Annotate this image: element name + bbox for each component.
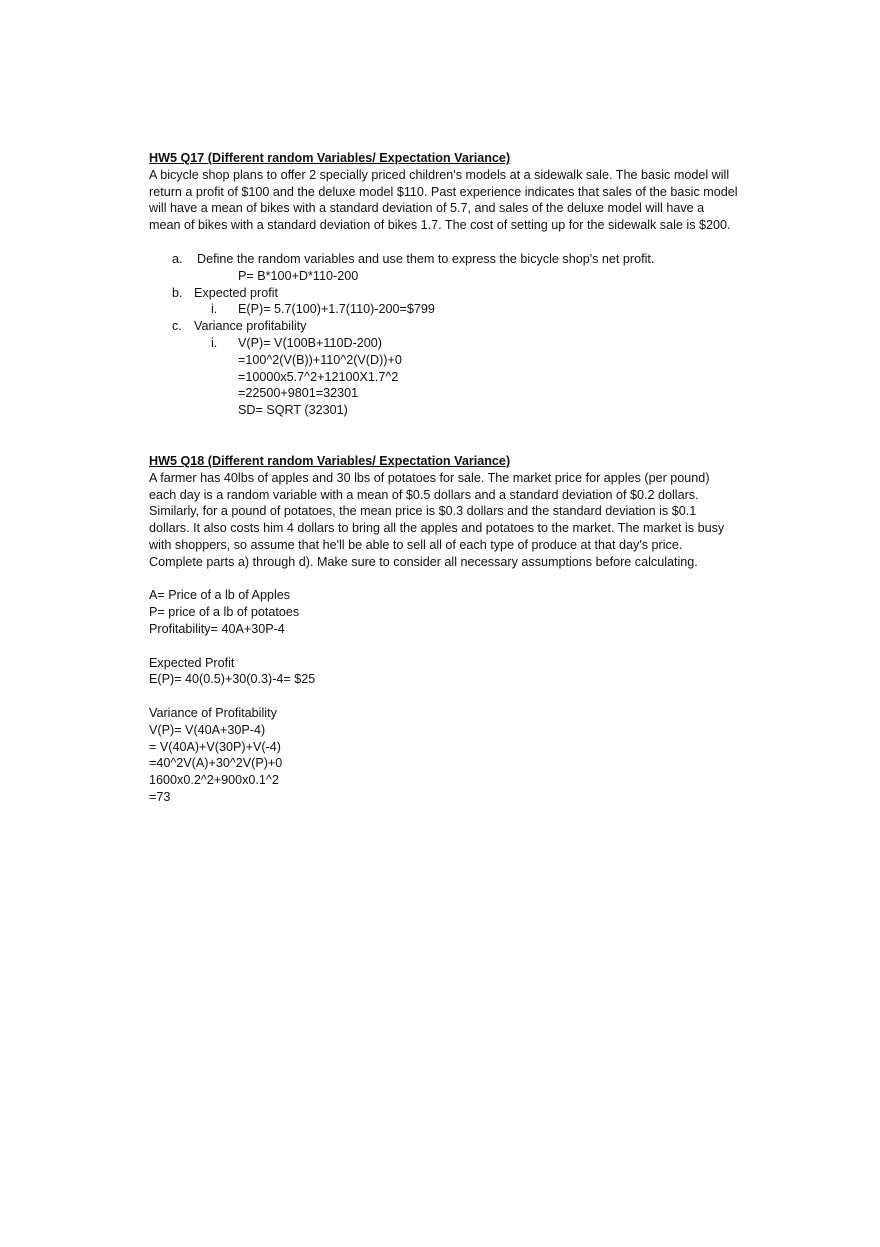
part-c-row bbox=[149, 318, 749, 335]
variance-line: = V(40A)+V(30P)+V(-4) bbox=[149, 739, 281, 754]
q17-paragraph-line: A bicycle shop plans to offer 2 specially priced children's models at a sidewalk sale. The basic model will bbox=[149, 167, 730, 182]
expected-line: E(P)= 40(0.5)+30(0.3)-4= $25 bbox=[149, 672, 316, 687]
q17-paragraph-line: mean of bikes with a standard deviation of bikes 1.7. The cost of setting up for the sidewalk sale is $200. bbox=[149, 218, 731, 233]
part-c-sub-marker: i. bbox=[211, 335, 218, 350]
definition-line: Profitability= 40A+30P-4 bbox=[149, 621, 285, 636]
part-a-row bbox=[149, 251, 749, 268]
definition-line: A= Price of a lb of Apples bbox=[149, 588, 291, 603]
q18-paragraph-line: Complete parts a) through d). Make sure to consider all necessary assumptions before calculating. bbox=[149, 554, 698, 569]
part-b-text: Expected profit bbox=[194, 285, 279, 300]
q18-paragraph-line: dollars. It also costs him 4 dollars to bring all the apples and potatoes to the market. The market is busy bbox=[149, 521, 725, 536]
part-c-answer-row bbox=[149, 402, 749, 419]
part-c-answer-line: =10000x5.7^2+12100X1.7^2 bbox=[238, 369, 399, 384]
part-b-marker: b. bbox=[172, 285, 183, 300]
part-c-answer-row bbox=[149, 335, 749, 352]
part-c-answer-line: SD= SQRT (32301) bbox=[238, 403, 348, 418]
definition-line: P= price of a lb of potatoes bbox=[149, 605, 300, 620]
q18-paragraph-line: with shoppers, so assume that he'll be able to sell all of each type of produce at that day's price. bbox=[149, 537, 683, 552]
part-b-sub-marker: i. bbox=[211, 302, 218, 317]
q18-expected-profit bbox=[149, 655, 749, 689]
part-c-marker: c. bbox=[172, 319, 182, 334]
variance-line: =73 bbox=[149, 789, 171, 804]
q18-variance bbox=[149, 705, 749, 806]
part-a-text: Define the random variables and use them to express the bicycle shop's net profit. bbox=[197, 251, 655, 266]
part-a-marker: a. bbox=[172, 251, 183, 266]
part-a-answer-row bbox=[149, 268, 749, 285]
q17-paragraph bbox=[149, 167, 749, 234]
part-c-answer-line: =22500+9801=32301 bbox=[238, 386, 359, 401]
part-c-answer-line: =100^2(V(B))+110^2(V(D))+0 bbox=[238, 352, 402, 367]
variance-line: Variance of Profitability bbox=[149, 705, 277, 720]
q17-parts-list bbox=[149, 251, 749, 419]
part-c-answer-row bbox=[149, 385, 749, 402]
q17-paragraph-line: will have a mean of bikes with a standard deviation of 5.7, and sales of the deluxe model will have a bbox=[149, 201, 705, 216]
part-a-answer: P= B*100+D*110-200 bbox=[238, 268, 359, 283]
q17-paragraph-line: return a profit of $100 and the deluxe model $110. Past experience indicates that sales of the basic model bbox=[149, 184, 738, 199]
part-b-row bbox=[149, 285, 749, 302]
q18-paragraph-line: A farmer has 40lbs of apples and 30 lbs of potatoes for sale. The market price for apples (per pound) bbox=[149, 470, 710, 485]
part-b-answer: E(P)= 5.7(100)+1.7(110)-200=$799 bbox=[238, 302, 435, 317]
q18-heading: HW5 Q18 (Different random Variables/ Expectation Variance) bbox=[149, 453, 511, 468]
variance-line: 1600x0.2^2+900x0.1^2 bbox=[149, 773, 279, 788]
q17-heading: HW5 Q17 (Different random Variables/ Expectation Variance) bbox=[149, 151, 511, 165]
q18-paragraph bbox=[149, 470, 749, 571]
variance-line: V(P)= V(40A+30P-4) bbox=[149, 722, 266, 737]
q18-definitions bbox=[149, 587, 749, 637]
variance-line: =40^2V(A)+30^2V(P)+0 bbox=[149, 756, 283, 771]
q18-paragraph-line: each day is a random variable with a mean of $0.5 dollars and a standard deviation of $0.2 dollars. bbox=[149, 487, 699, 502]
part-c-answer-row bbox=[149, 369, 749, 386]
part-c-answer-row bbox=[149, 352, 749, 369]
part-b-answer-row bbox=[149, 301, 749, 318]
question-18 bbox=[149, 453, 749, 806]
document-page bbox=[149, 150, 749, 806]
part-c-text: Variance profitability bbox=[194, 319, 307, 334]
part-c-answer-line: V(P)= V(100B+110D-200) bbox=[238, 335, 382, 350]
q18-paragraph-line: Similarly, for a pound of potatoes, the mean price is $0.3 dollars and the standard deviation is $0.1 bbox=[149, 504, 697, 519]
expected-line: Expected Profit bbox=[149, 655, 235, 670]
question-17 bbox=[149, 150, 749, 419]
